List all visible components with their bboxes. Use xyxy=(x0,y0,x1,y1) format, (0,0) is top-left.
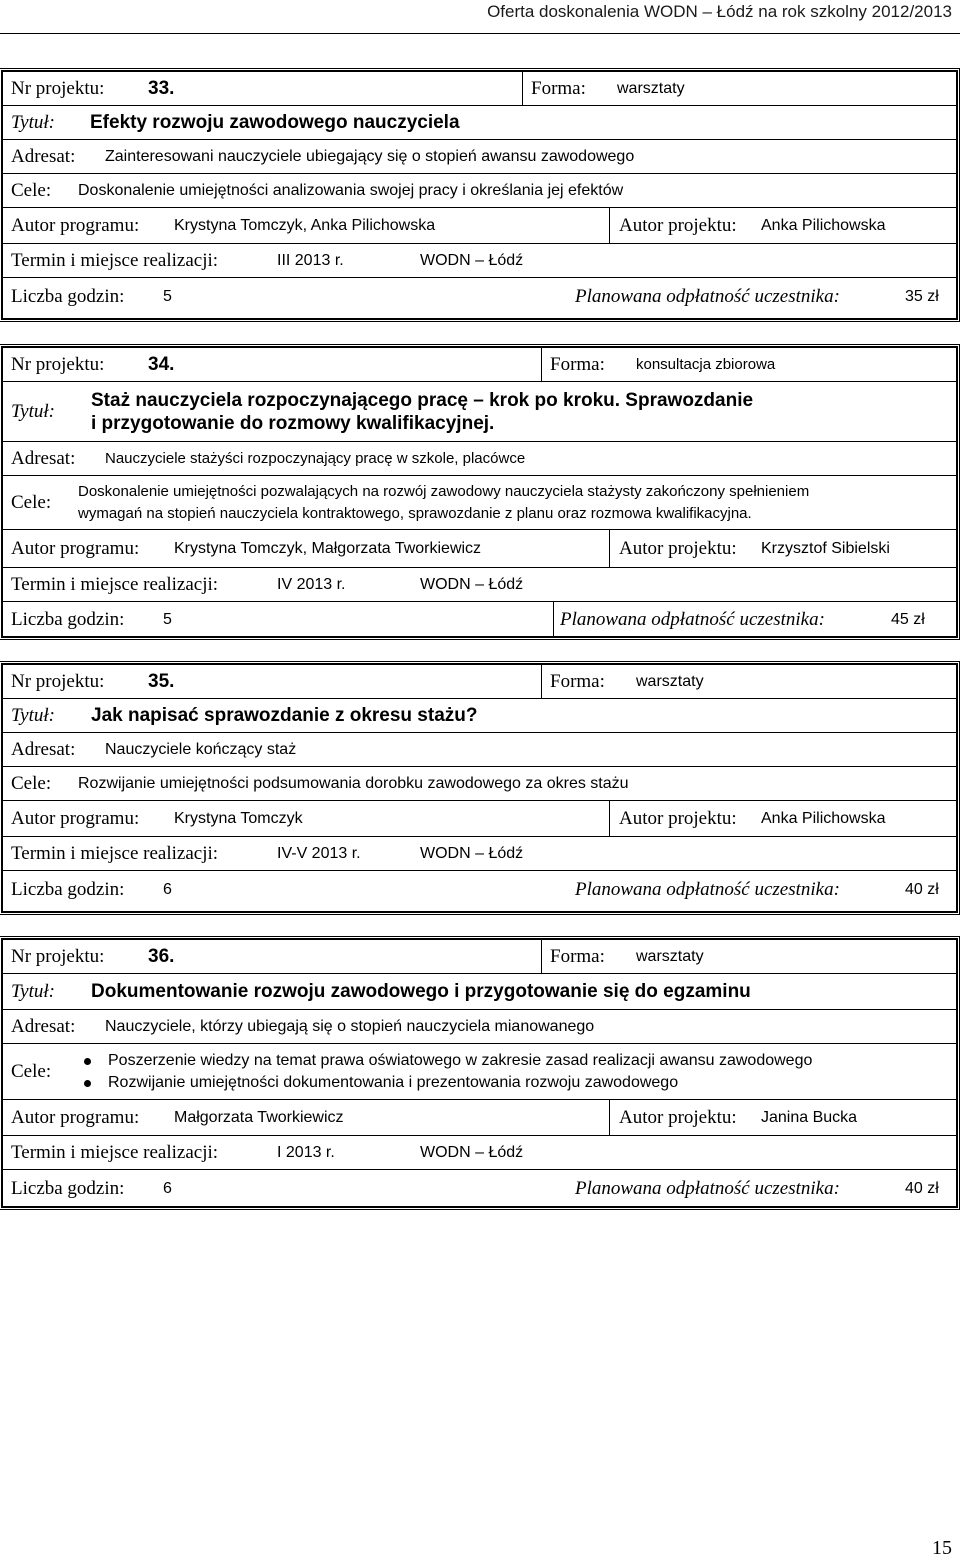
autor-projektu-value: Anka Pilichowska xyxy=(761,216,886,234)
label-odplatnosc: Planowana odpłatność uczestnika: xyxy=(575,879,840,900)
forma-value: warsztaty xyxy=(636,672,704,690)
page-number: 15 xyxy=(932,1537,952,1559)
row-tytul xyxy=(3,382,956,442)
label-nr-projektu: Nr projektu: xyxy=(11,353,105,375)
cele-item-text: Poszerzenie wiedzy na temat prawa oświatowego w zakresie zasad realizacji awansu zawodowego xyxy=(108,1051,813,1069)
liczba-godzin-value: 5 xyxy=(163,611,172,628)
label-autor-programu: Autor programu: xyxy=(11,1106,140,1128)
label-adresat: Adresat: xyxy=(11,145,76,167)
label-adresat: Adresat: xyxy=(11,1015,76,1037)
odplatnosc-value: 40 zł xyxy=(905,1180,939,1197)
row-tytul xyxy=(3,106,956,140)
forma-value: warsztaty xyxy=(617,79,685,97)
miejsce-value: WODN – Łódź xyxy=(420,844,524,862)
autor-programu-value: Krystyna Tomczyk, Anka Pilichowska xyxy=(174,216,436,234)
row-liczba-odplatnosc xyxy=(3,1170,956,1208)
cele-value xyxy=(78,481,809,525)
row-autorzy xyxy=(3,1100,956,1136)
label-forma: Forma: xyxy=(550,945,605,967)
row-nr-forma xyxy=(3,940,956,974)
odplatnosc-value: 40 zł xyxy=(905,881,939,898)
miejsce-value: WODN – Łódź xyxy=(420,575,524,593)
label-odplatnosc: Planowana odpłatność uczestnika: xyxy=(560,609,825,630)
row-autorzy xyxy=(3,801,956,837)
list-item xyxy=(78,1072,812,1094)
row-liczba-odplatnosc xyxy=(3,602,956,638)
label-adresat: Adresat: xyxy=(11,447,76,469)
project-title: Dokumentowanie rozwoju zawodowego i przygotowanie się do egzaminu xyxy=(91,980,751,1002)
miejsce-value: WODN – Łódź xyxy=(420,251,524,269)
label-odplatnosc: Planowana odpłatność uczestnika: xyxy=(575,1178,840,1199)
adresat-value: Nauczyciele, którzy ubiegają się o stopień nauczyciela mianowanego xyxy=(105,1017,595,1035)
divider xyxy=(553,602,554,638)
divider xyxy=(541,348,542,381)
row-cele xyxy=(3,476,956,530)
termin-value: IV-V 2013 r. xyxy=(277,844,361,862)
adresat-value: Nauczyciele stażyści rozpoczynający pracę w szkole, placówce xyxy=(105,450,526,467)
bullet-icon xyxy=(84,1080,91,1087)
label-tytul: Tytuł: xyxy=(11,704,55,726)
label-liczba-godzin: Liczba godzin: xyxy=(11,879,125,900)
project-title: Jak napisać sprawozdanie z okresu stażu? xyxy=(91,704,478,726)
label-autor-projektu: Autor projektu: xyxy=(619,807,737,829)
termin-value: III 2013 r. xyxy=(277,251,344,269)
autor-projektu-value: Anka Pilichowska xyxy=(761,809,886,827)
row-liczba-odplatnosc xyxy=(3,871,956,909)
label-tytul: Tytuł: xyxy=(11,400,55,422)
odplatnosc-value: 35 zł xyxy=(905,288,939,305)
project-title: Efekty rozwoju zawodowego nauczyciela xyxy=(90,111,460,133)
termin-value: I 2013 r. xyxy=(277,1143,335,1161)
row-autorzy xyxy=(3,208,956,244)
project-number: 36. xyxy=(148,945,175,967)
project-number: 34. xyxy=(148,353,175,375)
label-termin: Termin i miejsce realizacji: xyxy=(11,842,219,864)
row-cele xyxy=(3,1044,956,1100)
row-termin xyxy=(3,244,956,278)
label-nr-projektu: Nr projektu: xyxy=(11,945,105,967)
label-autor-projektu: Autor projektu: xyxy=(619,214,737,236)
label-cele: Cele: xyxy=(11,1060,52,1082)
project-title-line: Staż nauczyciela rozpoczynającego pracę – krok po kroku. Sprawozdanie xyxy=(91,389,754,411)
autor-projektu-value: Krzysztof Sibielski xyxy=(761,539,890,557)
label-autor-projektu: Autor projektu: xyxy=(619,1106,737,1128)
row-termin xyxy=(3,568,956,602)
label-liczba-godzin: Liczba godzin: xyxy=(11,609,125,630)
project-title-line: i przygotowanie do rozmowy kwalifikacyjnej. xyxy=(91,412,495,434)
row-nr-forma xyxy=(3,72,956,106)
label-tytul: Tytuł: xyxy=(11,980,55,1002)
liczba-godzin-value: 5 xyxy=(163,288,172,305)
row-adresat xyxy=(3,1010,956,1044)
label-autor-programu: Autor programu: xyxy=(11,214,140,236)
row-nr-forma xyxy=(3,665,956,699)
label-autor-projektu: Autor projektu: xyxy=(619,537,737,559)
row-adresat xyxy=(3,442,956,476)
project-number: 33. xyxy=(148,77,175,99)
label-odplatnosc: Planowana odpłatność uczestnika: xyxy=(575,286,840,307)
odplatnosc-value: 45 zł xyxy=(891,611,925,628)
project-card-36 xyxy=(1,938,958,1208)
row-adresat xyxy=(3,733,956,767)
autor-programu-value: Małgorzata Tworkiewicz xyxy=(174,1108,344,1126)
label-cele: Cele: xyxy=(11,179,52,201)
label-liczba-godzin: Liczba godzin: xyxy=(11,1178,125,1199)
label-termin: Termin i miejsce realizacji: xyxy=(11,1141,219,1163)
divider xyxy=(541,665,542,698)
forma-value: konsultacja zbiorowa xyxy=(636,356,776,373)
row-cele xyxy=(3,767,956,801)
list-item xyxy=(78,1050,812,1072)
row-tytul xyxy=(3,974,956,1010)
cele-list xyxy=(78,1050,812,1094)
page-header-title: Oferta doskonalenia WODN – Łódź na rok szkolny 2012/2013 xyxy=(487,2,952,21)
header-divider xyxy=(0,33,960,34)
cele-item-text: Rozwijanie umiejętności dokumentowania i prezentowania rozwoju zawodowego xyxy=(108,1073,679,1091)
cele-value: Doskonalenie umiejętności analizowania swojej pracy i określania jej efektów xyxy=(78,181,624,199)
row-adresat xyxy=(3,140,956,174)
liczba-godzin-value: 6 xyxy=(163,1180,172,1197)
project-card-35 xyxy=(1,663,958,913)
row-termin xyxy=(3,1136,956,1170)
miejsce-value: WODN – Łódź xyxy=(420,1143,524,1161)
project-card-34 xyxy=(1,346,958,638)
label-nr-projektu: Nr projektu: xyxy=(11,670,105,692)
bullet-icon xyxy=(84,1058,91,1065)
row-termin xyxy=(3,837,956,871)
label-termin: Termin i miejsce realizacji: xyxy=(11,249,219,271)
divider xyxy=(609,530,610,567)
cele-value: Rozwijanie umiejętności podsumowania dorobku zawodowego za okres stażu xyxy=(78,774,629,792)
liczba-godzin-value: 6 xyxy=(163,881,172,898)
label-forma: Forma: xyxy=(550,353,605,375)
row-nr-forma xyxy=(3,348,956,382)
adresat-value: Nauczyciele kończący staż xyxy=(105,740,297,758)
row-tytul xyxy=(3,699,956,733)
row-cele xyxy=(3,174,956,208)
project-title xyxy=(91,389,753,435)
label-termin: Termin i miejsce realizacji: xyxy=(11,573,219,595)
forma-value: warsztaty xyxy=(636,947,704,965)
label-cele: Cele: xyxy=(11,491,52,513)
divider xyxy=(522,72,523,105)
project-card-33 xyxy=(1,70,958,320)
divider xyxy=(609,1100,610,1135)
label-autor-programu: Autor programu: xyxy=(11,537,140,559)
label-nr-projektu: Nr projektu: xyxy=(11,77,105,99)
label-tytul: Tytuł: xyxy=(11,111,55,133)
divider xyxy=(609,208,610,243)
row-liczba-odplatnosc xyxy=(3,278,956,316)
row-autorzy xyxy=(3,530,956,568)
cele-line: Doskonalenie umiejętności pozwalających na rozwój zawodowy nauczyciela stażysty zakończony spełnieniem xyxy=(78,482,810,500)
label-forma: Forma: xyxy=(550,670,605,692)
label-forma: Forma: xyxy=(531,77,586,99)
divider xyxy=(609,801,610,836)
autor-projektu-value: Janina Bucka xyxy=(761,1108,858,1126)
termin-value: IV 2013 r. xyxy=(277,575,346,593)
cele-line: wymagań na stopień nauczyciela kontraktowego, sprawozdanie z planu oraz rozmowa kwalifikacyjna. xyxy=(78,504,752,522)
divider xyxy=(541,940,542,973)
project-number: 35. xyxy=(148,670,175,692)
adresat-value: Zainteresowani nauczyciele ubiegający się o stopień awansu zawodowego xyxy=(105,147,635,165)
autor-programu-value: Krystyna Tomczyk, Małgorzata Tworkiewicz xyxy=(174,539,482,557)
label-adresat: Adresat: xyxy=(11,738,76,760)
autor-programu-value: Krystyna Tomczyk xyxy=(174,809,303,827)
label-liczba-godzin: Liczba godzin: xyxy=(11,286,125,307)
label-autor-programu: Autor programu: xyxy=(11,807,140,829)
label-cele: Cele: xyxy=(11,772,52,794)
